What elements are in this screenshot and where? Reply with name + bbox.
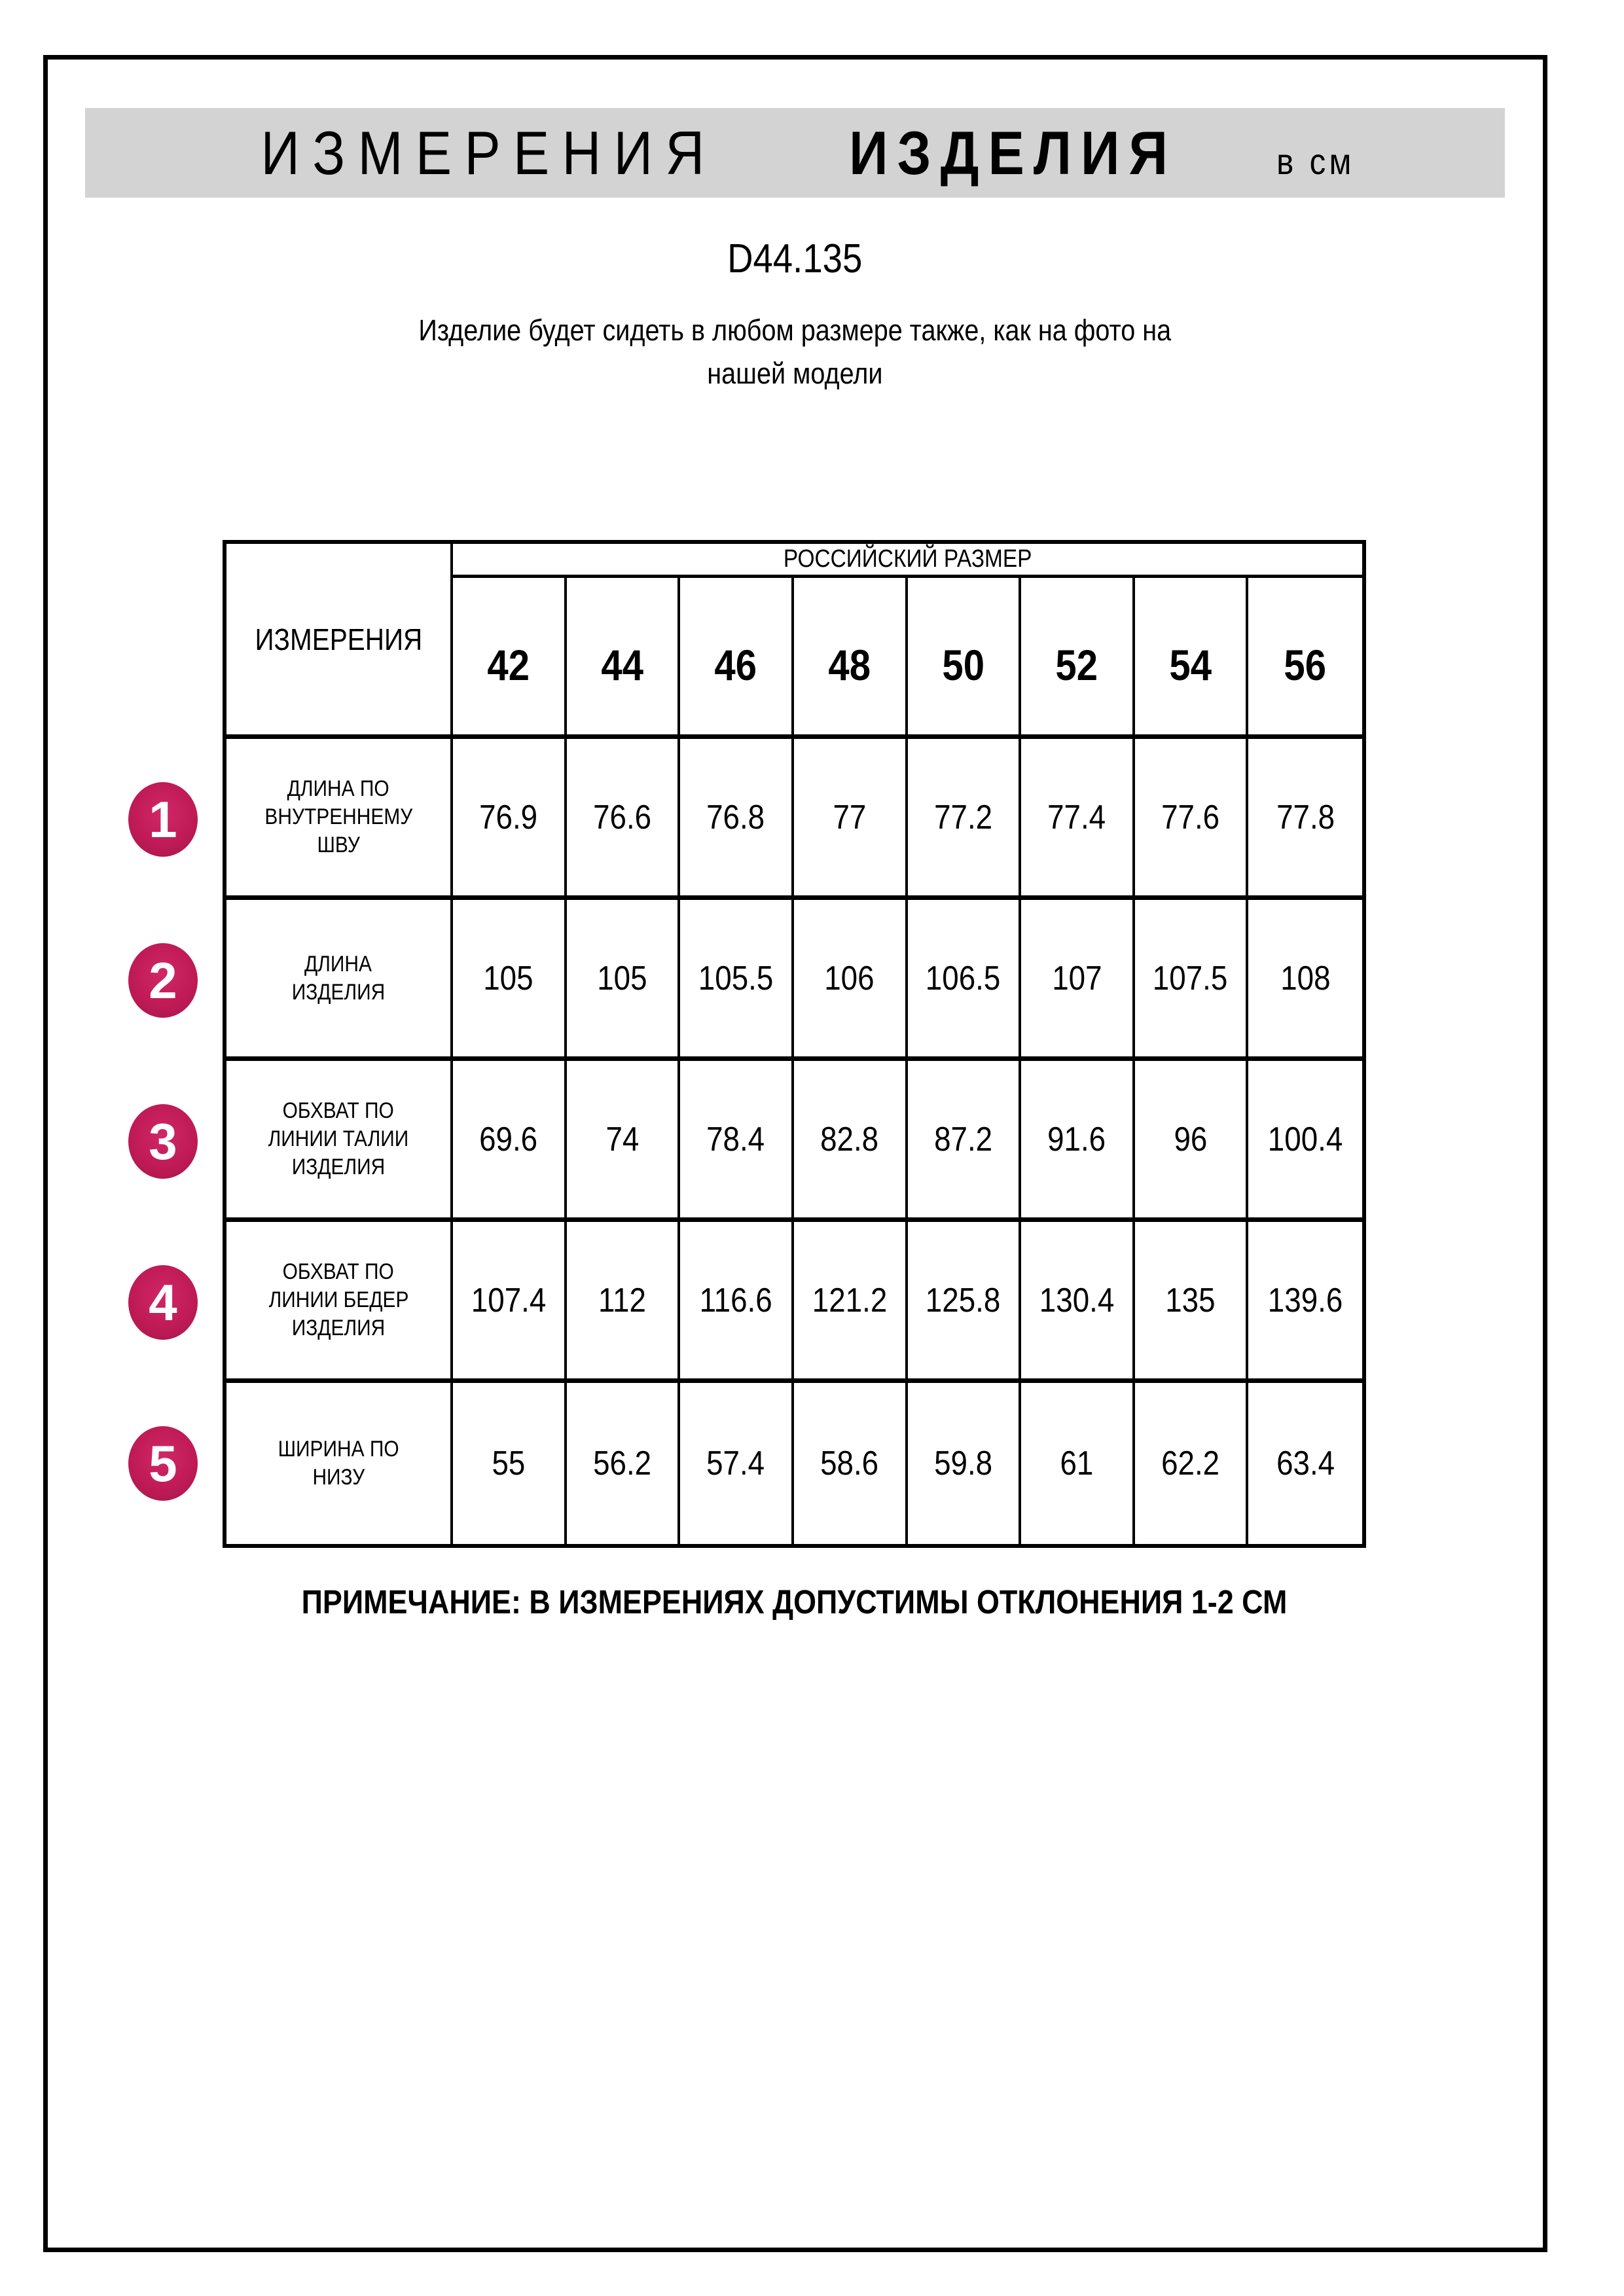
size-col-54: 54 <box>1135 578 1249 739</box>
value-cell: 77.6 <box>1135 739 1249 900</box>
measurements-header-cell: ИЗМЕРЕНИЯ <box>226 544 453 739</box>
row-number-badge-1: 1 <box>128 782 198 857</box>
value-cell: 77 <box>794 739 908 900</box>
value-cell: 77.2 <box>908 739 1022 900</box>
title-product: ИЗДЕЛИЯ <box>849 118 1178 187</box>
value-cell: 106 <box>794 900 908 1061</box>
value-cell: 63.4 <box>1276 1444 1335 1482</box>
value-cell: 105 <box>453 900 567 1061</box>
size-col-48: 48 <box>794 578 908 739</box>
row-number-badge-4: 4 <box>128 1265 198 1340</box>
value-cell: 107 <box>1021 900 1135 1061</box>
title-unit-label: в см <box>1276 141 1355 182</box>
size-col-46: 46 <box>680 578 794 739</box>
row-label-waist-girth: ОБХВАТ ПО ЛИНИИ ТАЛИИ ИЗДЕЛИЯ <box>226 1061 453 1222</box>
value-cell: 121.2 <box>794 1222 908 1383</box>
subtitle-line-1: Изделие будет сидеть в любом размере также, как на фото на <box>418 314 1172 347</box>
row-label-hip-girth: ОБХВАТ ПО ЛИНИИ БЕДЕР ИЗДЕЛИЯ <box>226 1222 453 1383</box>
size-table <box>223 540 1366 1548</box>
value-cell: 139.6 <box>1248 1222 1362 1383</box>
value-cell: 91.6 <box>1021 1061 1135 1222</box>
value-cell: 96 <box>1135 1061 1249 1222</box>
value-cell: 61 <box>1021 1383 1135 1544</box>
subtitle <box>85 309 1505 395</box>
title-measurements: ИЗМЕРЕНИЯ <box>261 118 717 187</box>
value-cell: 58.6 <box>794 1383 908 1544</box>
subtitle-line-2: нашей модели <box>707 357 883 390</box>
value-cell: 130.4 <box>1021 1222 1135 1383</box>
value-cell: 135 <box>1135 1222 1249 1383</box>
value-cell: 69.6 <box>453 1061 567 1222</box>
value-cell: 107.4 <box>453 1222 567 1383</box>
value-cell: 106.5 <box>908 900 1022 1061</box>
value-cell: 78.4 <box>680 1061 794 1222</box>
row-label-bottom-width: ШИРИНА ПО НИЗУ <box>226 1383 453 1544</box>
model-code: D44.135 <box>727 236 863 281</box>
value-cell: 125.8 <box>908 1222 1022 1383</box>
size-col-50: 50 <box>908 578 1022 739</box>
value-cell: 105.5 <box>680 900 794 1061</box>
value-cell: 62.2 <box>1135 1383 1249 1544</box>
row-number-badge-2: 2 <box>128 943 198 1018</box>
tolerance-note: ПРИМЕЧАНИЕ: В ИЗМЕРЕНИЯХ ДОПУСТИМЫ ОТКЛОНЕНИЯ 1-2 СМ <box>301 1583 1288 1621</box>
value-cell: 112 <box>567 1222 681 1383</box>
value-cell: 108 <box>1248 900 1362 1061</box>
size-col-52: 52 <box>1021 578 1135 739</box>
value-cell: 107.5 <box>1135 900 1249 1061</box>
size-col-42: 42 <box>453 578 567 739</box>
size-col-56: 56 <box>1248 578 1362 739</box>
value-cell: 57.4 <box>680 1383 794 1544</box>
value-cell: 59.8 <box>908 1383 1022 1544</box>
value-cell: 77.8 <box>1248 739 1362 900</box>
row-number-badge-3: 3 <box>128 1104 198 1179</box>
row-label-garment-length: ДЛИНА ИЗДЕЛИЯ <box>226 900 453 1061</box>
size-col-44: 44 <box>567 578 681 739</box>
value-cell: 77.4 <box>1021 739 1135 900</box>
title-bar <box>85 108 1505 198</box>
size-group-header-cell: РОССИЙСКИЙ РАЗМЕР <box>453 544 1362 578</box>
value-cell: 56.2 <box>567 1383 681 1544</box>
value-cell: 82.8 <box>794 1061 908 1222</box>
row-number-badge-5: 5 <box>128 1426 198 1501</box>
value-cell: 76.9 <box>453 739 567 900</box>
value-cell: 100.4 <box>1248 1061 1362 1222</box>
value-cell: 55 <box>453 1383 567 1544</box>
value-cell: 76.8 <box>680 739 794 900</box>
row-label-inseam-length: ДЛИНА ПО ВНУТРЕННЕМУ ШВУ <box>226 739 453 900</box>
value-cell: 76.6 <box>567 739 681 900</box>
value-cell: 105 <box>567 900 681 1061</box>
value-cell: 87.2 <box>908 1061 1022 1222</box>
value-cell: 116.6 <box>680 1222 794 1383</box>
value-cell: 74 <box>567 1061 681 1222</box>
